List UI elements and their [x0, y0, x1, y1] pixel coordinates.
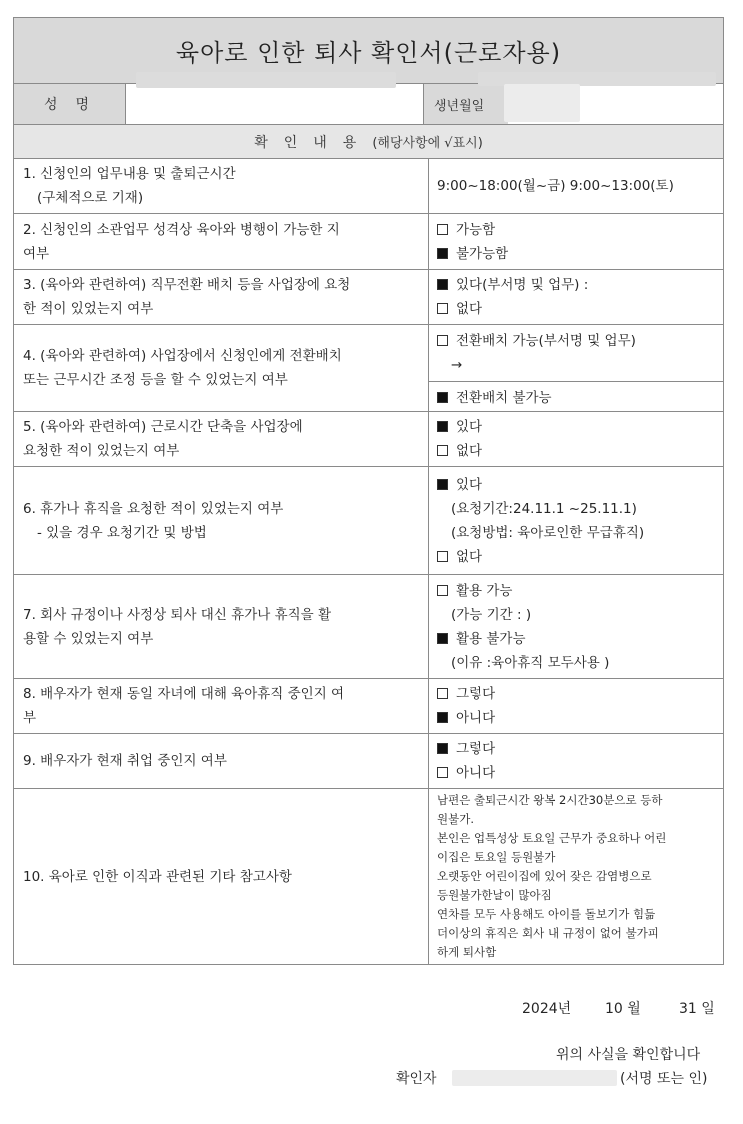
answer-option	[437, 329, 715, 353]
answer-text: 있다	[456, 476, 483, 493]
question-text	[14, 575, 429, 678]
question-list	[14, 159, 723, 964]
question-line: 6. 휴가나 휴직을 요청한 적이 있었는지 여부	[23, 500, 284, 517]
applicant-info-row	[14, 84, 723, 125]
answer-cell	[429, 159, 723, 213]
question-line: 2. 신청인의 소관업무 성격상 육아와 병행이 가능한 지	[23, 221, 340, 238]
answer-text: 있다	[456, 419, 483, 435]
redacted-name	[136, 72, 396, 88]
redacted-confirmer	[452, 1070, 617, 1086]
answer-option	[437, 545, 715, 569]
signature-label: (서명 또는 인)	[620, 1071, 708, 1087]
answer-option	[437, 497, 715, 521]
answer-text: 불가능함	[456, 245, 509, 262]
question-line: 7. 회사 규정이나 사정상 퇴사 대신 휴가나 휴직을 활	[23, 606, 332, 623]
question-line: - 있을 경우 요청기간 및 방법	[37, 524, 207, 541]
question-line: 용할 수 있었는지 여부	[23, 630, 154, 647]
answer-option	[437, 415, 715, 439]
answer-option	[437, 242, 715, 266]
answer-option	[437, 439, 715, 463]
answer-option	[437, 706, 715, 730]
answer-group	[429, 381, 723, 414]
question-line: 9. 배우자가 현재 취업 중인지 여부	[23, 753, 227, 769]
answer-cell	[429, 679, 723, 733]
question-row	[14, 679, 723, 734]
answer-group	[429, 469, 723, 573]
question-text	[14, 159, 429, 213]
answer-option	[437, 273, 715, 297]
confirm-header-label: 확인내용	[254, 134, 373, 151]
answer-option	[437, 297, 715, 321]
answer-cell	[429, 412, 723, 466]
unchecked-box-icon	[437, 335, 448, 346]
answer-option	[437, 218, 715, 242]
question-row	[14, 412, 723, 467]
answer-text: 9:00~18:00(월~금) 9:00~13:00(토)	[437, 178, 674, 194]
checked-box-icon	[437, 248, 448, 259]
unchecked-box-icon	[437, 303, 448, 314]
question-line: 3. (육아와 관련하여) 직무전환 배치 등을 사업장에 요청	[23, 277, 351, 293]
question-row	[14, 159, 723, 214]
answer-option	[437, 737, 715, 761]
note-line: 하게 퇴사함	[437, 945, 497, 959]
answer-text: 없다	[456, 301, 483, 317]
answer-group	[429, 733, 723, 789]
answer-text: 그렇다	[456, 741, 496, 757]
question-line: (구체적으로 기재)	[37, 190, 144, 206]
form-title: 육아로 인한 퇴사 확인서(근로자용)	[14, 18, 723, 84]
answer-group	[429, 214, 723, 270]
answer-cell	[429, 214, 723, 269]
note-line: 본인은 업특성상 토요일 근무가 중요하나 어린	[437, 831, 667, 845]
answer-group	[429, 411, 723, 467]
question-row	[14, 789, 723, 964]
confirm-content-header	[14, 125, 723, 159]
answer-option	[437, 353, 715, 377]
question-row	[14, 575, 723, 679]
question-line: 한 적이 있었는지 여부	[23, 301, 154, 317]
answer-group	[429, 325, 723, 381]
answer-option	[437, 174, 715, 198]
note-line: 이집은 토요일 등원불가	[437, 850, 556, 864]
answer-text: 가능함	[456, 221, 496, 238]
answer-text: 없다	[456, 548, 483, 565]
note-line: 원불가.	[437, 812, 474, 826]
unchecked-box-icon	[437, 585, 448, 596]
answer-cell	[429, 734, 723, 788]
name-label: 성명	[14, 84, 126, 124]
checked-box-icon	[437, 743, 448, 754]
question-line: 부	[23, 710, 37, 726]
checked-box-icon	[437, 392, 448, 403]
answer-text: 아니다	[456, 765, 496, 781]
unchecked-box-icon	[437, 224, 448, 235]
note-line: 등원불가한날이 많아짐	[437, 888, 552, 902]
confirmation-form	[13, 17, 724, 965]
name-field	[126, 84, 424, 124]
checked-box-icon	[437, 279, 448, 290]
date-day: 31 일	[679, 1001, 715, 1017]
redacted-birthdate-value	[504, 84, 580, 122]
question-line: 5. (육아와 관련하여) 근로시간 단축을 사업장에	[23, 419, 303, 435]
answer-option	[437, 603, 715, 627]
note-line: 더이상의 휴직은 회사 내 규정이 없어 불가피	[437, 926, 659, 940]
question-line: 여부	[23, 245, 50, 262]
answer-option	[437, 682, 715, 706]
question-line: 또는 근무시간 조정 등을 할 수 있었는지 여부	[23, 372, 288, 388]
question-text	[14, 270, 429, 324]
confirm-header-note: (해당사항에 √표시)	[372, 136, 483, 151]
birthdate-field	[508, 84, 723, 124]
question-row	[14, 270, 723, 325]
unchecked-box-icon	[437, 767, 448, 778]
answer-group	[429, 269, 723, 325]
date-month: 10 월	[605, 1001, 641, 1017]
answer-text: 없다	[456, 443, 483, 459]
unchecked-box-icon	[437, 551, 448, 562]
checked-box-icon	[437, 633, 448, 644]
answer-text: (요청기간:24.11.1 ~25.11.1)	[451, 500, 637, 517]
answer-text: (요청방법: 육아로인한 무급휴직)	[451, 524, 645, 541]
unchecked-box-icon	[437, 688, 448, 699]
answer-group	[429, 575, 723, 679]
checked-box-icon	[437, 479, 448, 490]
answer-cell	[429, 270, 723, 324]
question-line: 4. (육아와 관련하여) 사업장에서 신청인에게 전환배치	[23, 348, 342, 364]
note-line: 오랫동안 어린이집에 있어 잦은 감염병으로	[437, 869, 652, 883]
answer-text: 활용 가능	[456, 582, 513, 599]
question-text	[14, 679, 429, 733]
checked-box-icon	[437, 421, 448, 432]
note-line: 연차를 모두 사용해도 아이를 돌보기가 힘듦	[437, 907, 656, 921]
question-text	[14, 325, 429, 411]
answer-cell	[429, 467, 723, 574]
confirmation-statement: 위의 사실을 확인합니다	[556, 1047, 701, 1063]
answer-text: 그렇다	[456, 686, 496, 702]
answer-option	[437, 627, 715, 651]
answer-text: →	[451, 357, 463, 373]
answer-option	[437, 386, 715, 410]
answer-option	[437, 521, 715, 545]
answer-text: 전환배치 불가능	[456, 390, 552, 406]
note-line: 남편은 출퇴근시간 왕복 2시간30분으로 등하	[437, 793, 663, 807]
question-row	[14, 214, 723, 270]
answer-cell	[429, 789, 723, 964]
question-text	[14, 789, 429, 964]
question-line: 1. 신청인의 업무내용 및 출퇴근시간	[23, 166, 236, 182]
date-year: 2024년	[522, 1001, 572, 1017]
answer-text: 전환배치 가능(부서명 및 업무)	[456, 333, 636, 349]
question-row	[14, 325, 723, 412]
answer-text: 아니다	[456, 710, 496, 726]
question-line: 요청한 적이 있었는지 여부	[23, 443, 180, 459]
answer-text: (이유 :육아휴직 모두사용 )	[451, 654, 610, 671]
answer-cell	[429, 325, 723, 411]
checked-box-icon	[437, 712, 448, 723]
question-text	[14, 412, 429, 466]
answer-text: (가능 기간 : )	[451, 606, 532, 623]
question-text	[14, 734, 429, 788]
answer-option	[437, 473, 715, 497]
answer-text: 있다(부서명 및 업무) :	[456, 277, 589, 293]
unchecked-box-icon	[437, 445, 448, 456]
question-text	[14, 467, 429, 574]
birthdate-label: 생년월일	[424, 84, 508, 124]
notes-block	[429, 787, 723, 966]
question-row	[14, 467, 723, 575]
confirmer-label: 확인자	[396, 1071, 437, 1087]
answer-option	[437, 579, 715, 603]
answer-option	[437, 761, 715, 785]
question-text	[14, 214, 429, 269]
question-row	[14, 734, 723, 789]
answer-group	[429, 170, 723, 202]
answer-cell	[429, 575, 723, 678]
answer-text: 활용 불가능	[456, 630, 526, 647]
answer-option	[437, 651, 715, 675]
question-line: 8. 배우자가 현재 동일 자녀에 대해 육아휴직 중인지 여	[23, 686, 345, 702]
question-line: 10. 육아로 인한 이직과 관련된 기타 참고사항	[23, 868, 292, 885]
answer-group	[429, 678, 723, 734]
